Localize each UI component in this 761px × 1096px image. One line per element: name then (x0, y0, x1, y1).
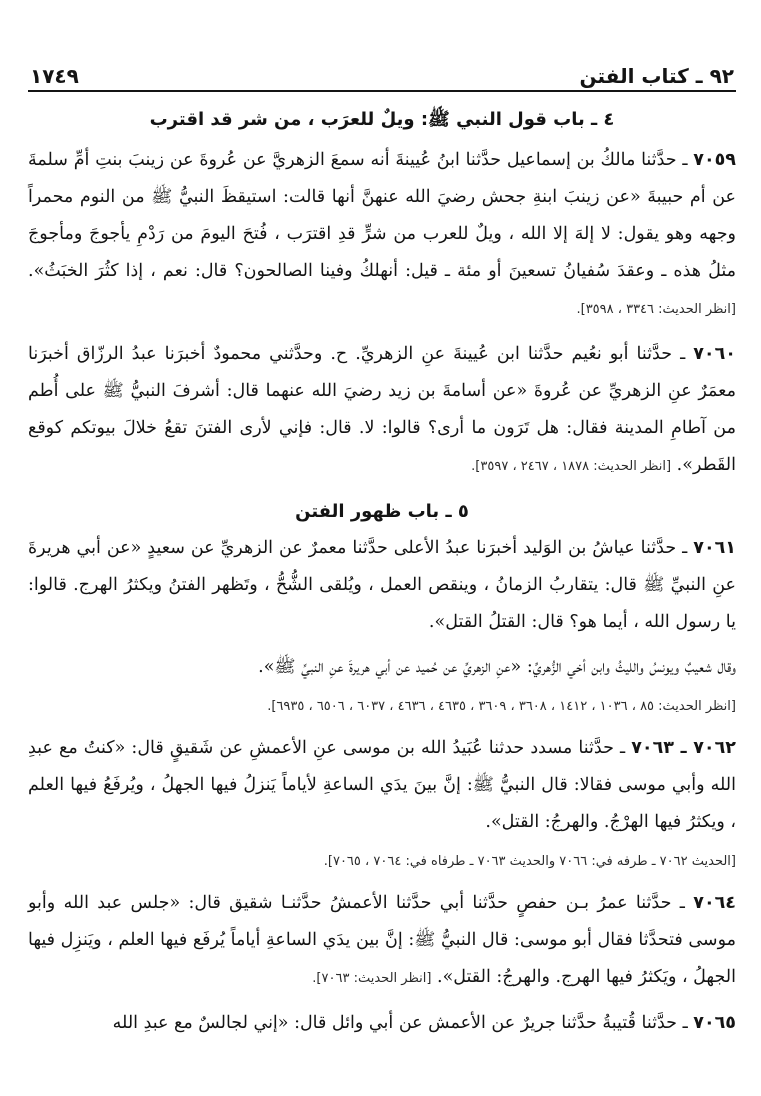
book-page (28, 56, 736, 1050)
hadith-7064: ٧٠٦٤ ـ حدَّثنا عمرُ بـن حفصٍ حدَّثنا أبي حدَّثنا الأعمشُ حدَّثنـا شقيق قال: «جلس عبد الله وأبو موسى فتحدَّثا فقال أبو موسى: قال النبيُّ ﷺ: إنَّ بين يدَي الساعةِ أياماً يُرفَع فيها العلم ، ويَنزِل فيها الجهلُ ، ويَكثرُ فيها الهرج. والهرجُ: القتل». [انظر الحديث: ٧٠٦٣]. (28, 893, 736, 987)
references-line: [الحديث ٧٠٦٢ ـ طرفه في: ٧٠٦٦ والحديث ٧٠٦٣ ـ طرفاه في: ٧٠٦٤ ، ٧٠٦٥]. (323, 854, 736, 869)
hadith-number: ٧٠٦١ (693, 538, 736, 558)
section-heading-4: ٤ ـ باب قول النبي ﷺ: ويلٌ للعرَب ، من شر قد اقترب (149, 109, 615, 130)
hadith-7060: ٧٠٦٠ ـ حدَّثنا أبو نعُيم حدَّثنا ابن عُيينةَ عنِ الزهريِّ. ح. وحدَّثني محمودٌ أخبرَنا عبدُ الرزّاق أخبرَنا معمَرٌ عنِ الزهريِّ عن عُروةَ «عن أسامةَ بن زيد رضيَ الله عنهما قال: أشرفَ النبيُّ ﷺ على أُطم من آطامِ المدينة فقال: هل تَرَون ما أرى؟ قالوا: لا. قال: فإني لأرى الفتنَ تقعُ خلالَ بيوتكم كوقع القَطر». [انظر الحديث: ١٨٧٨ ، ٢٤٦٧ ، ٣٥٩٧]. (28, 344, 736, 475)
hadith-text: وقال شعيبٌ ويونسُ والليثُ وابن أخي الزُّهريِّ: «عنِ الزهريِّ عن حُميد عن أبي هريرةَ عنِ النبيِّ ﷺ». (258, 657, 736, 677)
book-title: ٩٢ ـ كتاب الفتن (579, 64, 734, 88)
hadith-text: حدَّثنا قُتيبةُ حدَّثنا جريرٌ عن الأعمش عن أبي وائل قال: «إني لجالسٌ مع عبدِ الله (112, 1013, 677, 1033)
hadith-number: ٧٠٦٢ ـ ٧٠٦٣ (631, 738, 736, 758)
hadith-reference: [انظر الحديث: ٣٣٤٦ ، ٣٥٩٨]. (576, 302, 736, 317)
hadith-text: حدَّثنا مسدد حدثنا عُبَيدُ الله بن موسى عنِ الأعمشِ عن شَقيقٍ قال: «كنتُ مع عبدِ الله وأبي موسى فقالا: قال النبيُّ ﷺ: إنَّ بينَ يدَي الساعةِ لأياماً يَنزلُ فيها الجهلُ ، ويُرفَعُ فيها العلم ، ويكثرُ فيها الهرْجُ. والهرجُ: القتل». (28, 738, 736, 832)
hadith-number: ٧٠٦٥ (693, 1013, 736, 1033)
hadith-7061: ٧٠٦١ ـ حدَّثنا عياشُ بن الوَليد أخبرَنا عبدُ الأعلى حدَّثنا معمرٌ عن الزهريِّ عن سعيدٍ «عن أبي هريرةَ عنِ النبيِّ ﷺ قال: يتقاربُ الزمانُ ، وينقص العمل ، ويُلقى الشُّحُّ ، وتَظهر الفتنُ ويكثرُ الهرج. قالوا: يا رسول الله ، أيما هو؟ قال: القتلُ القتل». (28, 538, 736, 632)
references-line: [انظر الحديث: ٨٥ ، ١٠٣٦ ، ١٤١٢ ، ٣٦٠٨ ، ٣٦٠٩ ، ٤٦٣٥ ، ٤٦٣٦ ، ٦٠٣٧ ، ٦٥٠٦ ، ٦٩٣٥]. (267, 699, 736, 714)
hadith-text: حدَّثنا عياشُ بن الوَليد أخبرَنا عبدُ الأعلى حدَّثنا معمرٌ عن الزهريِّ عن سعيدٍ «عن أبي هريرةَ عنِ النبيِّ ﷺ قال: يتقاربُ الزمانُ ، وينقص العمل ، ويُلقى الشُّحُّ ، وتَظهر الفتنُ ويكثرُ الهرج. قالوا: يا رسول الله ، أيما هو؟ قال: القتلُ القتل». (28, 538, 736, 632)
hadith-number: ٧٠٦٠ (693, 344, 736, 364)
hadith-7059: ٧٠٥٩ ـ حدَّثنا مالكُ بن إسماعيل حدَّثنا ابنُ عُيينةَ أنه سمعَ الزهريَّ عن عُروةَ عن زينبَ بنتِ أمِّ سلمةَ عن أم حبيبةَ «عن زينبَ ابنةِ جحش رضيَ الله عنهنَّ أنها قالت: استيقظَ النبيُّ ﷺ من النوم محمراً وجهه وهو يقول: لا إلهَ إلا الله ، ويلٌ للعرب من شرٍّ قدِ اقترَب ، فُتحَ اليومَ من رَدْمِ يأجوجَ ومأجوجَ مثلُ هذه ـ وعقدَ سُفيانُ تسعينَ أو مئة ـ قيل: أنهلكُ وفينا الصالحون؟ قال: نعم ، إذا كثُرَ الخبَثُ». [انظر الحديث: ٣٣٤٦ ، ٣٥٩٨]. (28, 150, 736, 317)
hadith-number: ٧٠٥٩ (693, 150, 736, 170)
page-header (28, 56, 736, 92)
hadith-7061-chain (28, 649, 736, 686)
hadith-number: ٧٠٦٤ (693, 893, 736, 913)
section-heading-5: ٥ ـ باب ظهور الفتن (295, 501, 469, 522)
hadith-text: حدَّثنا عمرُ بـن حفصٍ حدَّثنا أبي حدَّثنا الأعمشُ حدَّثنـا شقيق قال: «جلس عبد الله وأبو موسى فتحدَّثا فقال أبو موسى: قال النبيُّ ﷺ: إنَّ بين يدَي الساعةِ أياماً يُرفَع فيها العلم ، ويَنزِل فيها الجهلُ ، ويَكثرُ فيها الهرج. والهرجُ: القتل». (28, 893, 736, 987)
hadith-7065: ٧٠٦٥ ـ حدَّثنا قُتيبةُ حدَّثنا جريرٌ عن الأعمش عن أبي وائل قال: «إني لجالسٌ مع عبدِ الله (112, 1013, 736, 1033)
page-number: ١٧٤٩ (30, 64, 79, 88)
hadith-text: حدَّثنا أبو نعُيم حدَّثنا ابن عُيينةَ عنِ الزهريِّ. ح. وحدَّثني محمودٌ أخبرَنا عبدُ الرزّاق أخبرَنا معمَرٌ عنِ الزهريِّ عن عُروةَ «عن أسامةَ بن زيد رضيَ الله عنهما قال: أشرفَ النبيُّ ﷺ على أُطم من آطامِ المدينة فقال: هل تَرَون ما أرى؟ قالوا: لا. قال: فإني لأرى الفتنَ تقعُ خلالَ بيوتكم كوقع القَطر». (28, 344, 736, 475)
hadith-reference: [انظر الحديث: ١٨٧٨ ، ٢٤٦٧ ، ٣٥٩٧]. (471, 459, 672, 474)
hadith-text: حدَّثنا مالكُ بن إسماعيل حدَّثنا ابنُ عُيينةَ أنه سمعَ الزهريَّ عن عُروةَ عن زينبَ بنتِ أمِّ سلمةَ عن أم حبيبةَ «عن زينبَ ابنةِ جحش رضيَ الله عنهنَّ أنها قالت: استيقظَ النبيُّ ﷺ من النوم محمراً وجهه وهو يقول: لا إلهَ إلا الله ، ويلٌ للعرب من شرٍّ قدِ اقترَب ، فُتحَ اليومَ من رَدْمِ يأجوجَ ومأجوجَ مثلُ هذه ـ وعقدَ سُفيانُ تسعينَ أو مئة ـ قيل: أنهلكُ وفينا الصالحون؟ قال: نعم ، إذا كثُرَ الخبَثُ». (28, 150, 736, 281)
hadith-reference: [انظر الحديث: ٧٠٦٣]. (312, 971, 432, 986)
hadith-7062-7063: ٧٠٦٢ ـ ٧٠٦٣ ـ حدَّثنا مسدد حدثنا عُبَيدُ الله بن موسى عنِ الأعمشِ عن شَقيقٍ قال: «كنتُ مع عبدِ الله وأبي موسى فقالا: قال النبيُّ ﷺ: إنَّ بينَ يدَي الساعةِ لأياماً يَنزلُ فيها الجهلُ ، ويُرفَعُ فيها العلم ، ويكثرُ فيها الهرْجُ. والهرجُ: القتل». (28, 738, 736, 832)
